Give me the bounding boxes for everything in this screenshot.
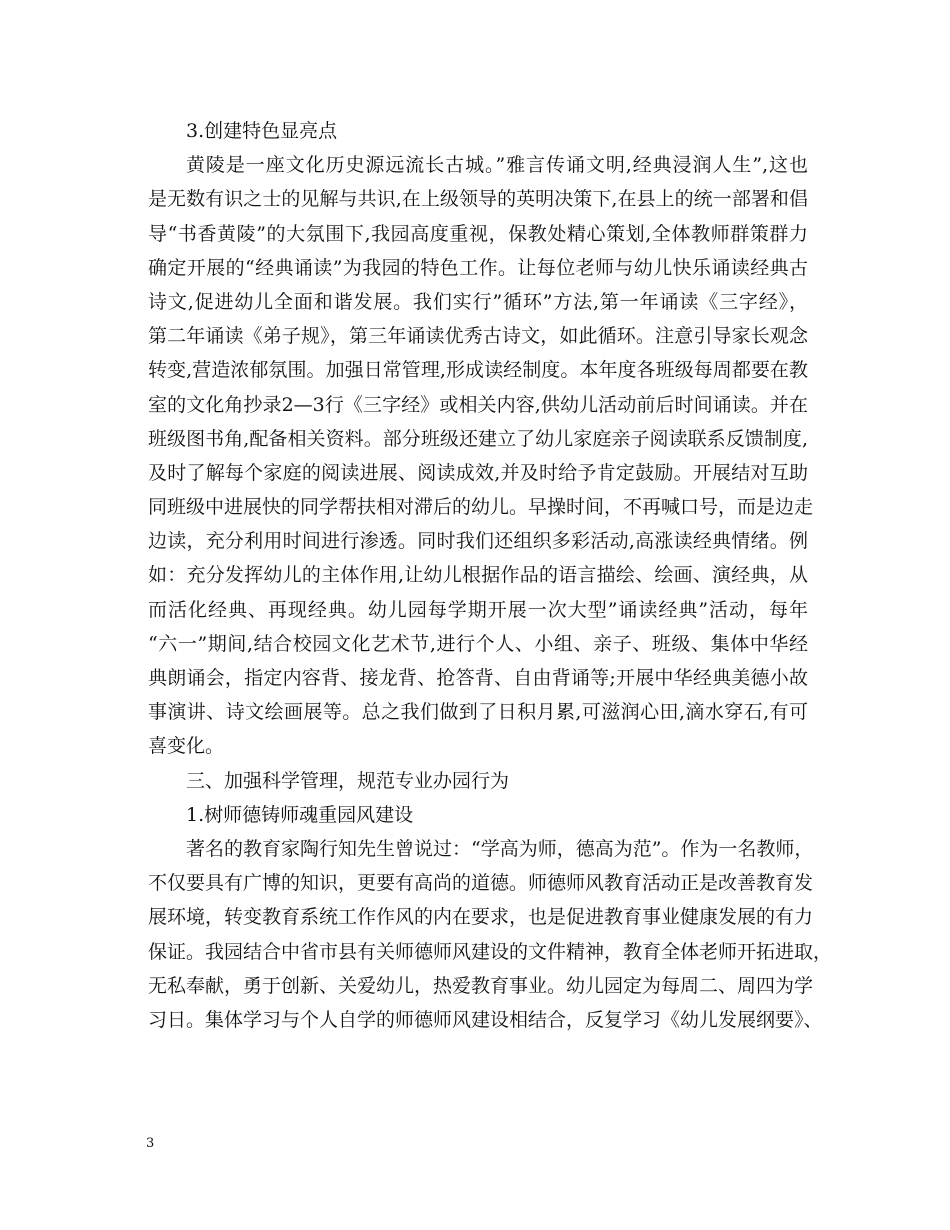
text-line: 同班级中进展快的同学帮扶相对滞后的幼儿。早操时间，不再喊口号，而是边走: [148, 496, 814, 519]
text-line: 三、加强科学管理，规范专业办园行为: [186, 769, 510, 792]
text-line: 导“书香黄陵”的大氛围下,我园高度重视，保教处精心策划,全体教师群策群力: [148, 222, 808, 245]
text-line: 无私奉献，勇于创新、关爱幼儿，热爱教育事业。幼儿园定为每周二、周四为学: [148, 974, 814, 997]
text-line: 如：充分发挥幼儿的主体作用,让幼儿根据作品的语言描绘、绘画、演经典，从: [148, 564, 808, 587]
text-line: 班级图书角,配备相关资料。部分班级还建立了幼儿家庭亲子阅读联系反馈制度,: [148, 427, 808, 450]
text-line: 第二年诵读《弟子规》，第三年诵读优秀古诗文，如此循环。注意引导家长观念: [148, 325, 808, 348]
text-line: 而活化经典、再现经典。幼儿园每学期开展一次大型”诵读经典”活动，每年: [148, 598, 808, 621]
text-line: 1.树师德铸师魂重园风建设: [186, 803, 414, 826]
text-line: 黄陵是一座文化历史源远流长古城。”雅言传诵文明,经典浸润人生”,这也: [186, 154, 808, 177]
document-body: [148, 114, 833, 1037]
text-line: 室的文化角抄录2—3行《三字经》或相关内容,供幼儿活动前后时间诵读。并在: [148, 393, 808, 416]
text-line: 事演讲、诗文绘画展等。总之我们做到了日积月累,可滋润心田,滴水穿石,有可: [148, 701, 808, 724]
text-line: 典朗诵会，指定内容背、接龙背、抢答背、自由背诵等;开展中华经典美德小故: [148, 667, 808, 689]
text-line: 边读，充分利用时间进行渗透。同时我们还组织多彩活动,高涨读经典情绪。例: [148, 530, 808, 553]
text-line: 诗文,促进幼儿全面和谐发展。我们实行”循环”方法,第一年诵读《三字经》，: [148, 290, 808, 313]
text-line: 喜变化。: [148, 735, 225, 758]
text-line: 展环境，转变教育系统工作作风的内在要求，也是促进教育事业健康发展的有力: [148, 906, 814, 929]
text-line: 3.创建特色显亮点: [186, 120, 338, 142]
text-line: “六一”期间,结合校园文化艺术节,进行个人、小组、亲子、班级、集体中华经: [148, 632, 808, 655]
text-line: 是无数有识之士的见解与共识,在上级领导的英明决策下,在县上的统一部署和倡: [148, 188, 808, 211]
text-line: 保证。我园结合中省市县有关师德师风建设的文件精神，教育全体老师开拓进取，: [148, 940, 833, 963]
text-line: 著名的教育家陶行知先生曾说过：“学高为师，德高为范”。作为一名教师，: [186, 837, 814, 860]
page-number: 3: [146, 1136, 155, 1151]
text-line: 确定开展的“经典诵读”为我园的特色工作。让每位老师与幼儿快乐诵读经典古: [148, 256, 808, 279]
text-line: 习日。集体学习与个人自学的师德师风建设相结合，反复学习《幼儿发展纲要》、: [148, 1008, 823, 1031]
text-line: 不仅要具有广博的知识，更要有高尚的道德。师德师风教育活动正是改善教育发: [148, 872, 814, 895]
text-line: 转变,营造浓郁氛围。加强日常管理,形成读经制度。本年度各班级每周都要在教: [148, 359, 808, 382]
text-line: 及时了解每个家庭的阅读进展、阅读成效,并及时给予肯定鼓励。开展结对互助: [148, 461, 808, 484]
